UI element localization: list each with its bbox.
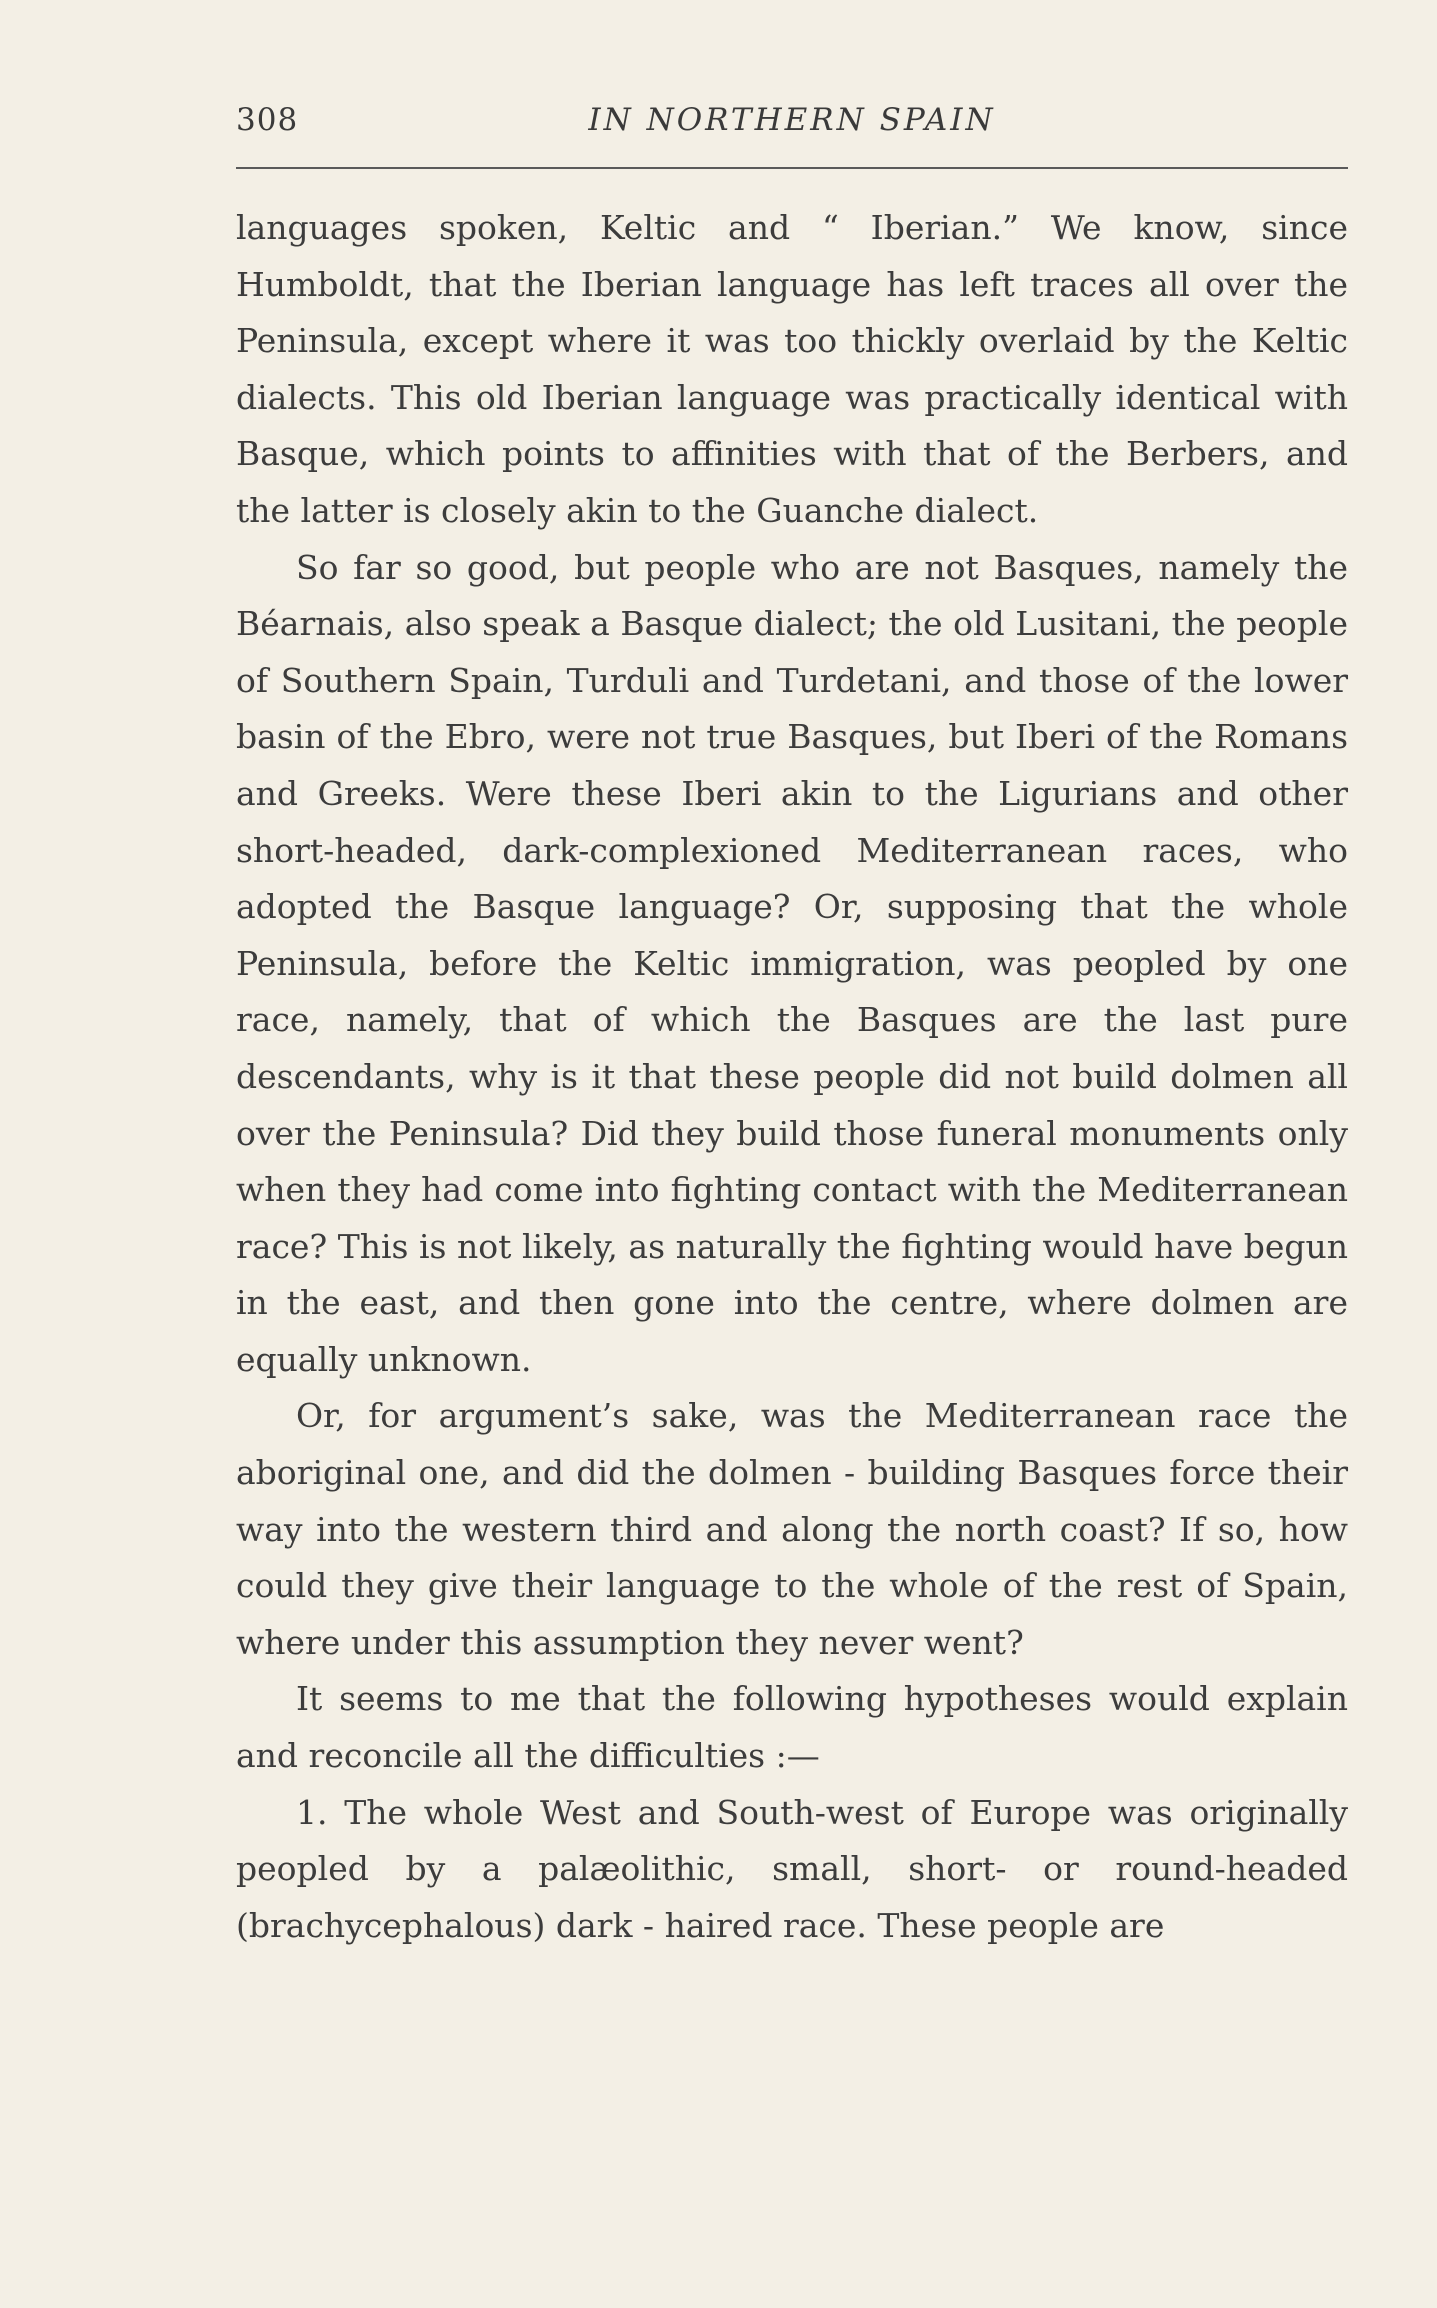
body-text (236, 200, 1348, 1954)
header-rule (236, 167, 1348, 169)
page-header (236, 96, 1348, 148)
paragraph-hypothesis-1: 1. The whole West and South-west of Europe was originally peopled by a palæolithic, small, short- or round-headed (brachycephalous) dark - haired race. These people are (236, 1792, 1348, 1945)
paragraph-hypotheses-intro: It seems to me that the following hypotheses would explain and reconcile all the difficulties :— (236, 1679, 1348, 1776)
paragraph-argument: Or, for argument’s sake, was the Mediterranean race the aboriginal one, and did the dolmen - building Basques force their way into the western third and along the north coast? If so, how could they give their language to the whole of the rest of Spain, where under this assumption they never went? (236, 1396, 1348, 1662)
paragraph-continuation: languages spoken, Keltic and “ Iberian.” We know, since Humboldt, that the Iberian language has left traces all over the Peninsula, except where it was too thickly overlaid by the Keltic dialects. This old Iberian language was practically identical with Basque, which points to affinities with that of the Berbers, and the latter is closely akin to the Guanche dialect. (236, 208, 1348, 530)
paragraph-basque-question: So far so good, but people who are not Basques, namely the Béarnais, also speak a Basque dialect; the old Lusitani, the people of Southern Spain, Turduli and Turdetani, and those of the lower basin of the Ebro, were not true Basques, but Iberi of the Romans and Greeks. Were these Iberi akin to the Ligurians and other short-headed, dark-complexioned Mediterranean races, who adopted the Basque language? Or, supposing that the whole Peninsula, before the Keltic immigration, was peopled by one race, namely, that of which the Basques are the last pure descendants, why is it that these people did not build dolmen all over the Peninsula? Did they build those funeral monuments only when they had come into fighting contact with the Mediterranean race? This is not likely, as naturally the fighting would have begun in the east, and then gone into the centre, where dolmen are equally unknown. (236, 547, 1348, 1379)
running-title: IN NORTHERN SPAIN (588, 102, 996, 138)
page-number: 308 (236, 102, 299, 138)
